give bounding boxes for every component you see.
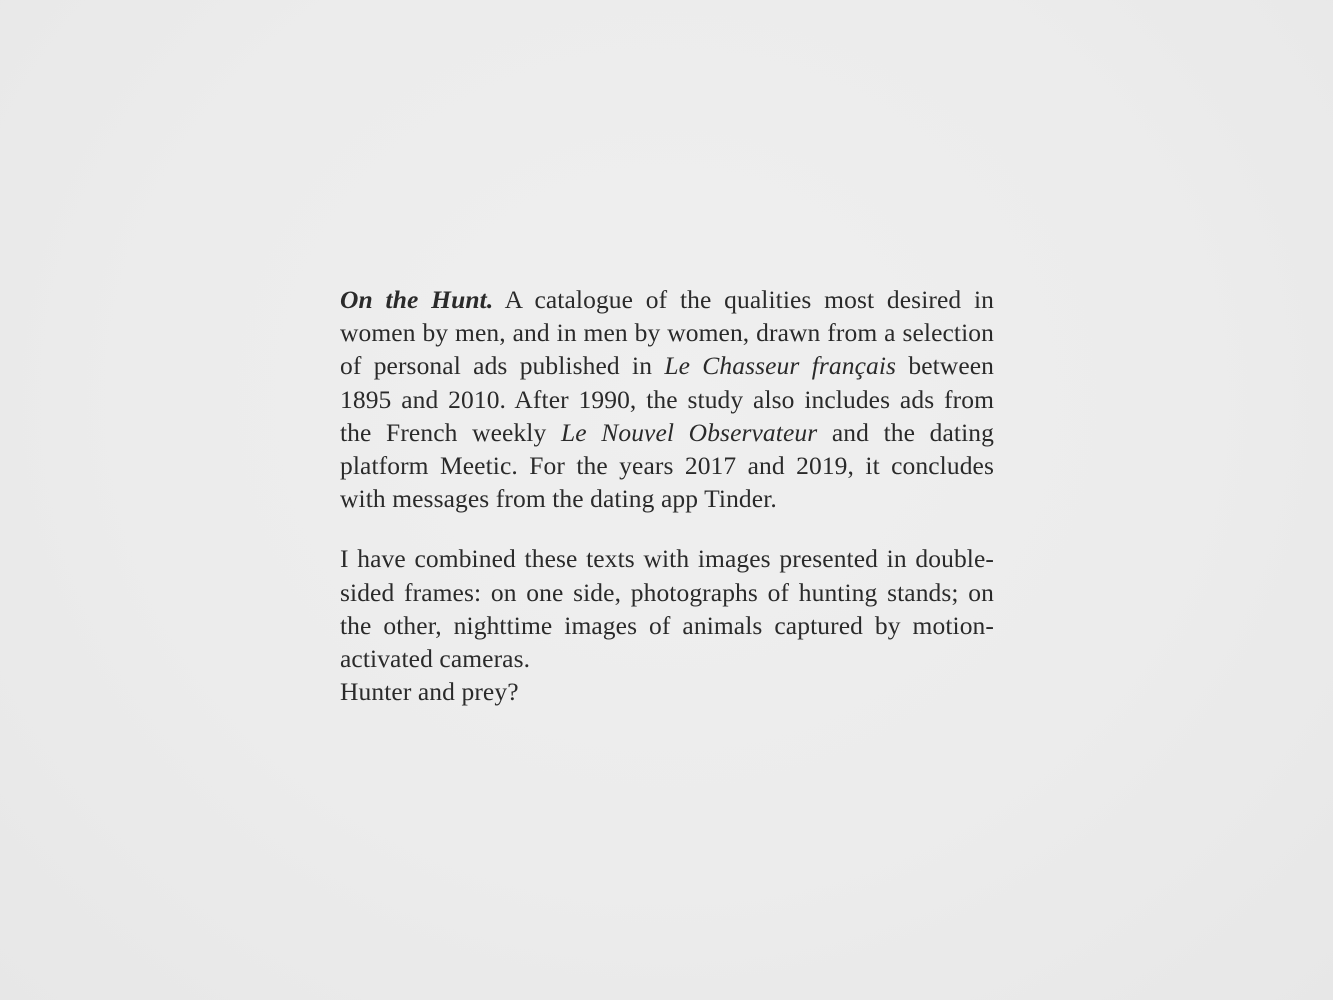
- intro-text-b: between 1895 and 2010. After 1990, the study also includes ads from the French weekly: [340, 351, 995, 447]
- wall-text-panel: [340, 283, 994, 708]
- publication-le-chasseur-francais: Le Chasseur français: [664, 351, 897, 381]
- work-title: On the Hunt.: [340, 285, 494, 314]
- intro-text-a: A catalogue of the qualities most desired in women by men, and in men by women, drawn from a selection of personal ads published in: [340, 285, 994, 381]
- method-paragraph: [340, 542, 994, 708]
- publication-le-nouvel-observateur: Le Nouvel Observateur: [560, 417, 818, 447]
- closing-question: Hunter and prey?: [340, 677, 519, 707]
- intro-paragraph: [340, 283, 994, 515]
- method-text: I have combined these texts with images presented in double-sided frames: on one side, photographs of hunting stands; on the other, nighttime images of animals captured by motion-activated cameras.: [340, 544, 994, 674]
- intro-text-c: and the dating platform Meetic. For the years 2017 and 2019, it concludes with messages from the dating app Tinder.: [340, 417, 994, 514]
